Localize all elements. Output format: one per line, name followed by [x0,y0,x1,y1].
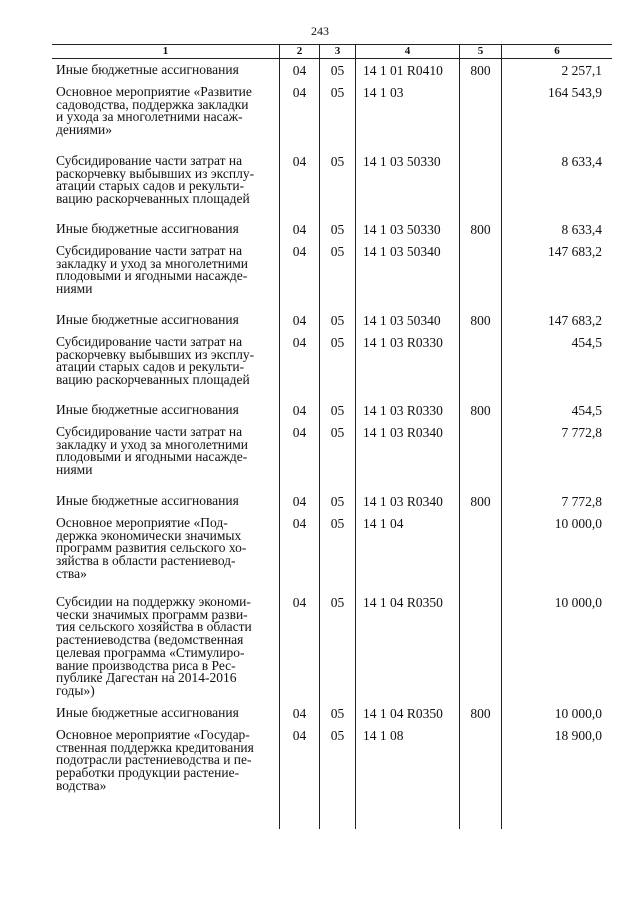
row-description [52,81,279,150]
row-expense-type [459,331,501,399]
description-line: атации старых садов и рекульти- [56,178,245,194]
row-expense-type [459,81,501,150]
table-row [52,512,612,591]
description-line: программ развития сельского хо- [56,540,247,556]
row-subsection: 05 [319,81,355,150]
header-col-2: 2 [279,45,319,58]
description-line: ниями [56,281,93,297]
description-line: атации старых садов и рекульти- [56,359,245,375]
row-subsection: 05 [319,490,355,512]
description-line: держка экономически значимых [56,527,242,543]
description-line: Основное мероприятие «Под- [56,515,228,530]
description-line: Иные бюджетные ассигнования [56,402,239,417]
row-subsection: 05 [319,702,355,724]
row-section: 04 [279,218,319,240]
row-section: 04 [279,240,319,309]
description-line: чески значимых программ разви- [56,606,248,622]
row-description [52,309,279,331]
row-target-code: 14 1 03 R0330 [355,331,459,399]
row-amount: 18 900,0 [501,724,612,829]
table-row [52,150,612,218]
description-line: раскорчевку выбывших из эксплу- [56,346,255,362]
page-number: 243 [311,24,329,38]
description-line: Субсидирование части затрат на [56,334,243,349]
row-target-code: 14 1 04 [355,512,459,591]
row-section: 04 [279,421,319,490]
row-subsection: 05 [319,399,355,421]
row-target-code: 14 1 01 R0410 [355,59,459,81]
row-subsection: 05 [319,512,355,591]
description-line: плодовыми и ягодными насажде- [56,268,248,284]
row-expense-type: 800 [459,309,501,331]
row-description [52,331,279,399]
row-target-code: 14 1 04 R0350 [355,591,459,702]
description-line: годы») [56,682,95,698]
header-col-3: 3 [319,45,355,58]
description-line: подотрасли растениеводства и пе- [56,752,252,768]
row-description [52,59,279,81]
row-subsection: 05 [319,331,355,399]
row-target-code: 14 1 03 R0330 [355,399,459,421]
row-amount: 8 633,4 [501,150,612,218]
description-line: закладку и уход за многолетними [56,255,248,271]
description-line: Иные бюджетные ассигнования [56,312,239,327]
description-line: Субсидирование части затрат на [56,153,243,168]
table-row [52,240,612,309]
description-line: публике Дагестан на 2014-2016 [56,670,237,686]
description-line: вацию раскорчеванных площадей [56,191,250,207]
table-row [52,218,612,240]
row-subsection: 05 [319,724,355,829]
row-subsection: 05 [319,421,355,490]
header-col-4: 4 [355,45,459,58]
row-expense-type [459,724,501,829]
description-line: тия сельского хозяйства в области [56,619,252,635]
row-expense-type [459,591,501,702]
row-expense-type [459,150,501,218]
budget-table [52,44,612,829]
row-subsection: 05 [319,309,355,331]
row-section: 04 [279,59,319,81]
row-subsection: 05 [319,218,355,240]
row-target-code: 14 1 03 [355,81,459,150]
row-description [52,240,279,309]
row-description [52,421,279,490]
row-amount: 7 772,8 [501,490,612,512]
description-line: Основное мероприятие «Государ- [56,727,250,742]
row-amount: 147 683,2 [501,240,612,309]
table-row [52,421,612,490]
table-row [52,702,612,724]
table-row [52,490,612,512]
description-line: и ухода за многолетними насаж- [56,109,243,125]
row-expense-type: 800 [459,59,501,81]
description-line: Субсидии на поддержку экономи- [56,594,251,609]
row-subsection: 05 [319,150,355,218]
row-target-code: 14 1 03 50340 [355,309,459,331]
description-line: Иные бюджетные ассигнования [56,493,239,508]
row-amount: 2 257,1 [501,59,612,81]
row-description [52,399,279,421]
row-description [52,512,279,591]
table-body [52,59,612,829]
table-row [52,309,612,331]
description-line: вание производства риса в Рес- [56,657,236,673]
row-subsection: 05 [319,59,355,81]
description-line: закладку и уход за многолетними [56,436,248,452]
table-header [52,44,612,59]
row-expense-type [459,421,501,490]
description-line: Иные бюджетные ассигнования [56,221,239,236]
row-section: 04 [279,81,319,150]
row-description [52,702,279,724]
row-section: 04 [279,399,319,421]
row-description [52,150,279,218]
row-amount: 454,5 [501,331,612,399]
row-expense-type: 800 [459,399,501,421]
description-line: растениеводства (ведомственная [56,632,244,648]
row-amount: 454,5 [501,399,612,421]
description-line: Иные бюджетные ассигнования [56,705,239,720]
table-row [52,591,612,702]
row-expense-type: 800 [459,218,501,240]
row-expense-type: 800 [459,490,501,512]
row-amount: 10 000,0 [501,702,612,724]
description-line: Субсидирование части затрат на [56,243,243,258]
row-target-code: 14 1 03 R0340 [355,421,459,490]
row-section: 04 [279,702,319,724]
row-description [52,218,279,240]
description-line: ственная поддержка кредитования [56,739,254,755]
table-row [52,81,612,150]
row-section: 04 [279,490,319,512]
description-line: Субсидирование части затрат на [56,424,243,439]
table-row [52,59,612,81]
row-description [52,724,279,829]
row-amount: 7 772,8 [501,421,612,490]
table-row [52,399,612,421]
row-section: 04 [279,309,319,331]
row-target-code: 14 1 03 R0340 [355,490,459,512]
header-col-5: 5 [459,45,501,58]
description-line: вацию раскорчеванных площадей [56,372,250,388]
row-amount: 147 683,2 [501,309,612,331]
row-target-code: 14 1 03 50340 [355,240,459,309]
table-row [52,331,612,399]
row-subsection: 05 [319,591,355,702]
description-line: целевая программа «Стимулиро- [56,644,245,660]
row-amount: 8 633,4 [501,218,612,240]
description-line: Основное мероприятие «Развитие [56,84,252,99]
row-expense-type [459,512,501,591]
row-target-code: 14 1 03 50330 [355,150,459,218]
description-line: водства» [56,777,107,793]
description-line: ства» [56,565,87,581]
row-section: 04 [279,512,319,591]
description-line: зяйства в области растениевод- [56,553,236,569]
description-line: плодовыми и ягодными насажде- [56,449,248,465]
row-section: 04 [279,150,319,218]
row-section: 04 [279,331,319,399]
description-line: дениями» [56,122,113,138]
description-line: ниями [56,462,93,478]
row-amount: 10 000,0 [501,512,612,591]
row-expense-type: 800 [459,702,501,724]
description-line: Иные бюджетные ассигнования [56,62,239,77]
row-amount: 164 543,9 [501,81,612,150]
row-section: 04 [279,591,319,702]
row-target-code: 14 1 04 R0350 [355,702,459,724]
description-line: раскорчевку выбывших из эксплу- [56,165,255,181]
header-col-1: 1 [162,45,169,57]
row-description [52,591,279,702]
row-expense-type [459,240,501,309]
row-subsection: 05 [319,240,355,309]
row-amount: 10 000,0 [501,591,612,702]
header-col-6: 6 [501,45,612,58]
table-row [52,724,612,829]
row-target-code: 14 1 03 50330 [355,218,459,240]
row-target-code: 14 1 08 [355,724,459,829]
row-description [52,490,279,512]
row-section: 04 [279,724,319,829]
description-line: садоводства, поддержка закладки [56,96,249,112]
description-line: реработки продукции растение- [56,765,240,781]
